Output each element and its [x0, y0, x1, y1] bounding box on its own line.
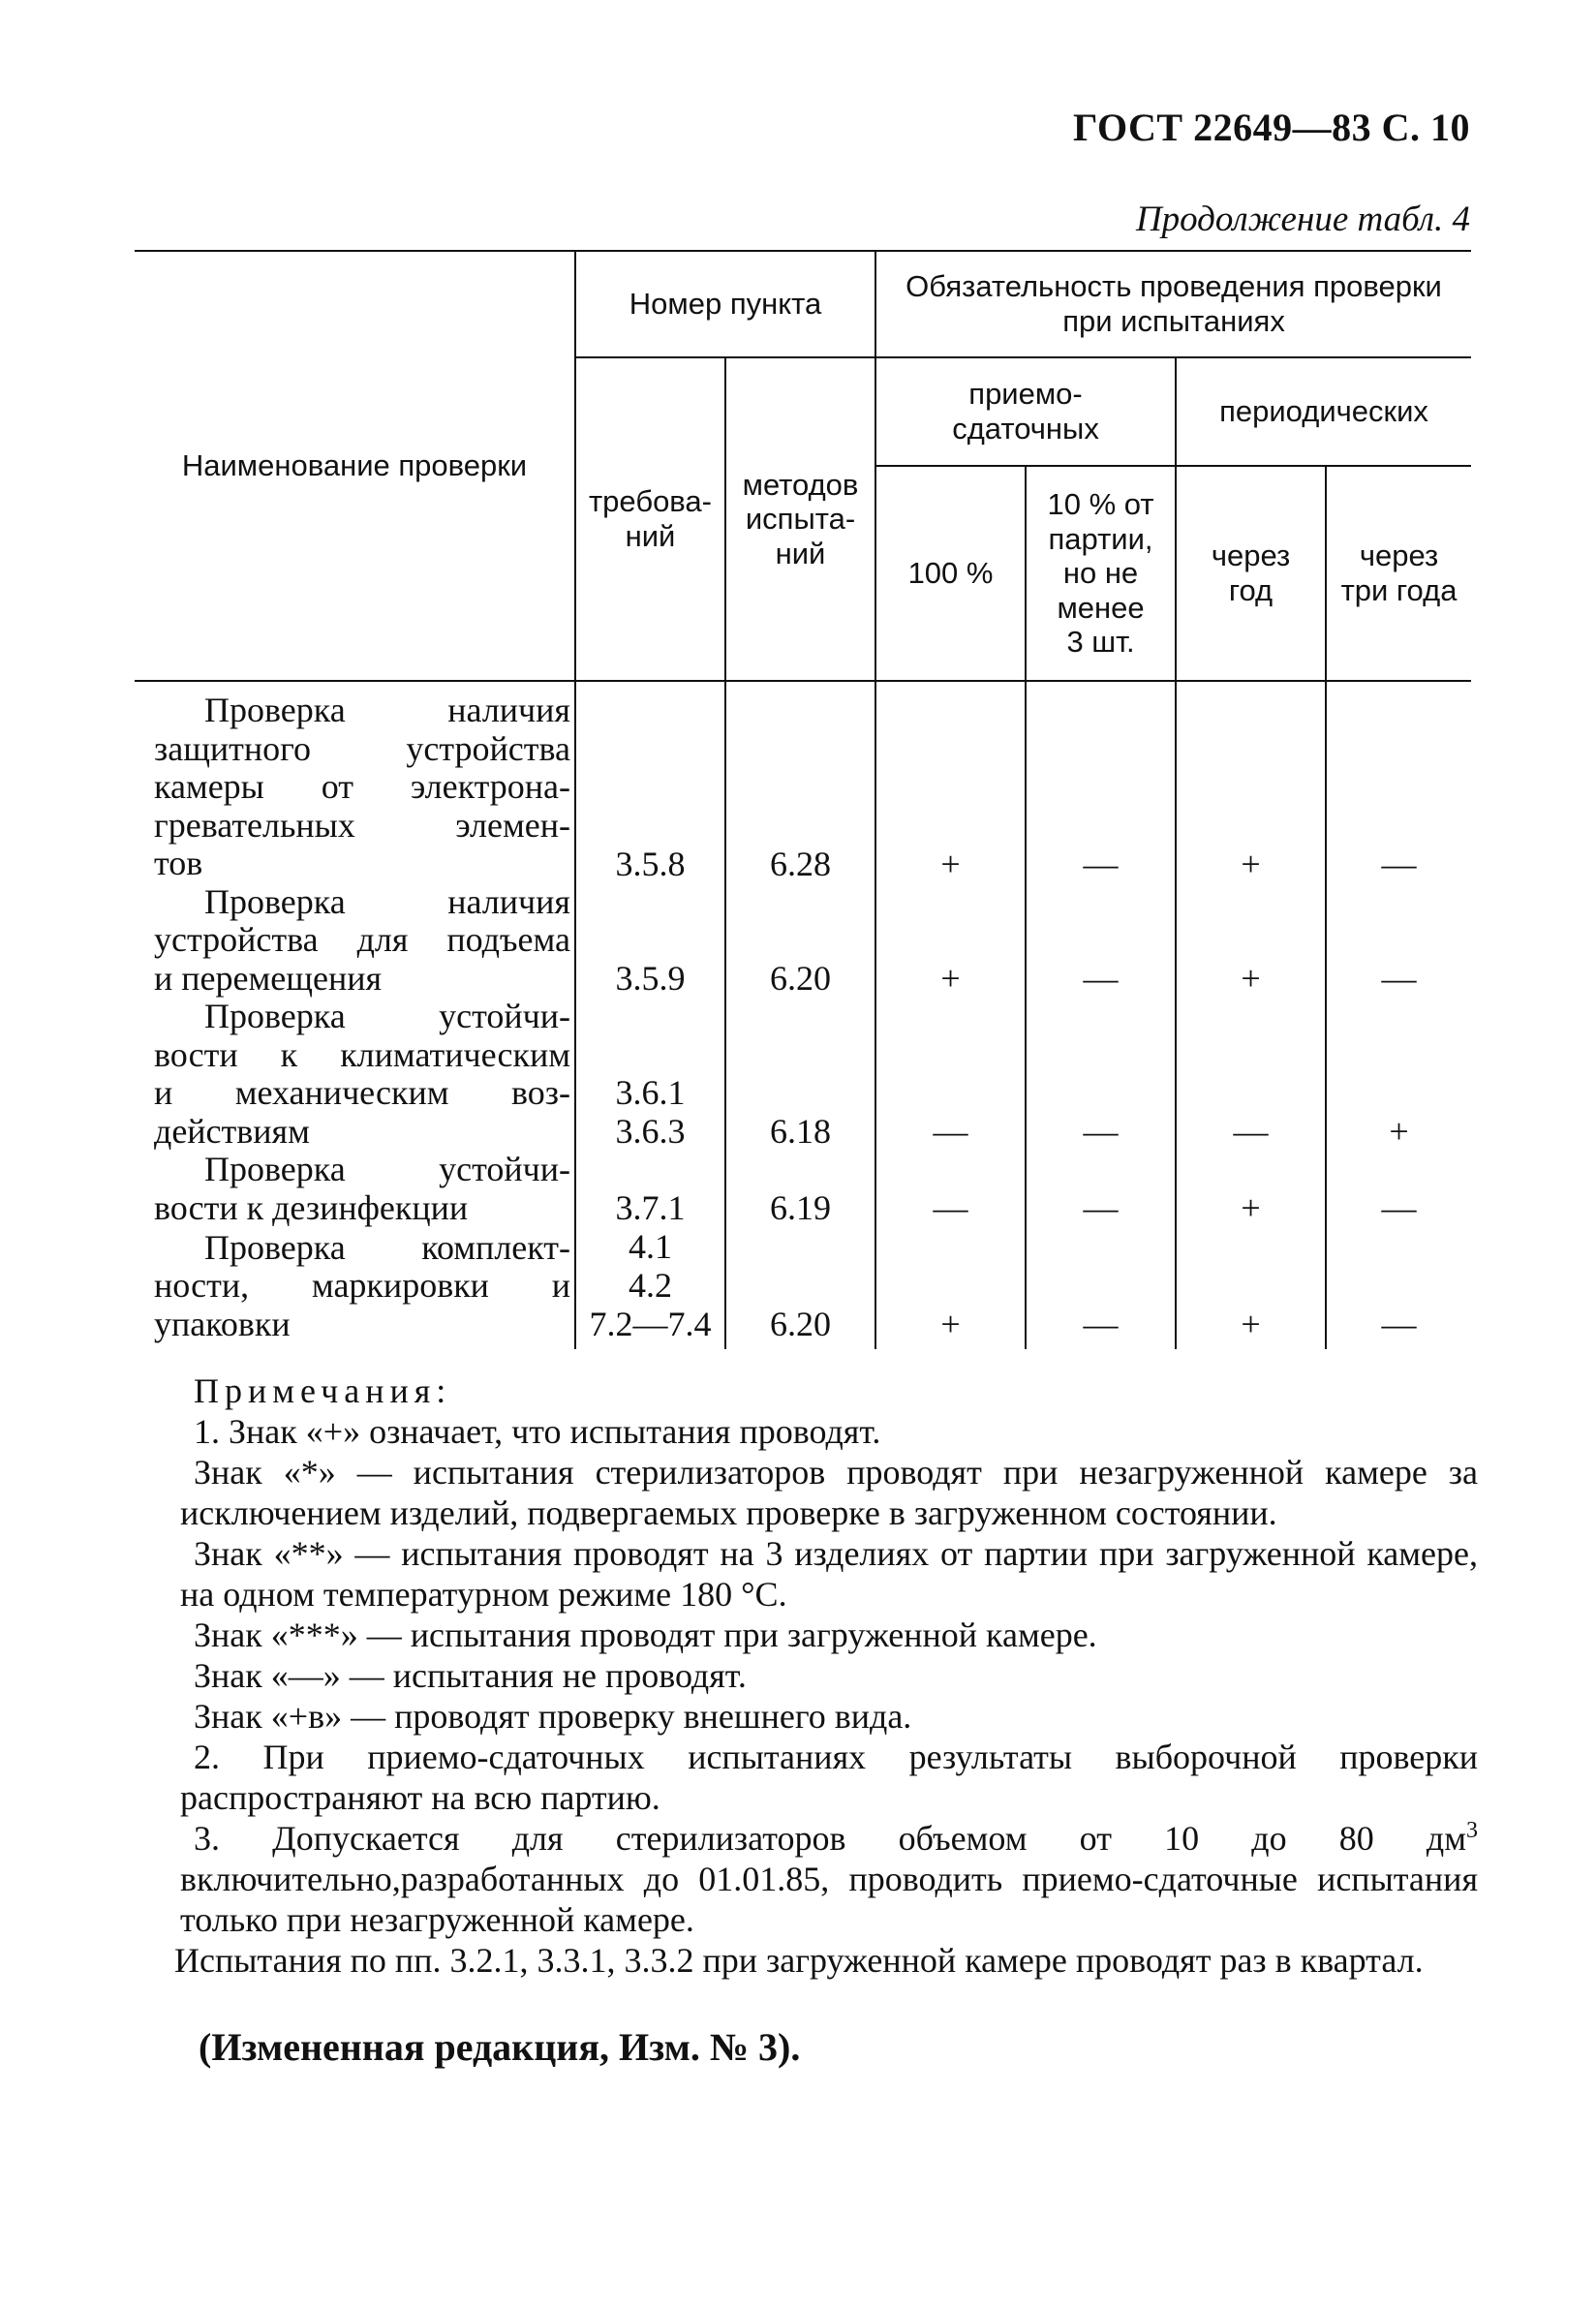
method-cell: 6.28 — [725, 681, 875, 883]
result-100pct: — — [875, 1151, 1026, 1227]
check-name — [135, 1151, 575, 1227]
check-name-line: гревательных элемен- — [154, 805, 570, 845]
result-year: + — [1176, 681, 1326, 883]
result-year: + — [1176, 1151, 1326, 1227]
note-4: Испытания по пп. 3.2.1, 3.3.1, 3.3.2 при загруженной камере проводят раз в квартал. — [174, 1941, 1424, 1980]
check-name — [135, 998, 575, 1151]
note-2: 2. При приемо-сдаточных испытаниях результаты выборочной проверки распространяют на всю партию. — [180, 1738, 1478, 1817]
check-name-line: ности, маркировки и — [154, 1266, 570, 1305]
note-double-star: Знак «**» — испытания проводят на 3 изделиях от партии при загруженной камере, на одном температурном режиме 180 °С. — [180, 1534, 1478, 1614]
col-header-number-group: Номер пункта — [575, 251, 875, 357]
check-name — [135, 883, 575, 999]
col-header-name: Наименование проверки — [135, 251, 575, 681]
table-row — [135, 681, 1471, 883]
requirement-cell: 3.7.1 — [575, 1151, 725, 1227]
result-three-years: + — [1326, 998, 1471, 1151]
check-name-line: вости к дезинфекции — [154, 1187, 469, 1227]
check-name-line: упаковки — [154, 1304, 291, 1343]
notes-title: Примечания: — [194, 1371, 452, 1410]
col-header-obligation-group: Обязательность проведения проверки при испытаниях — [875, 251, 1471, 357]
check-name — [135, 1227, 575, 1349]
check-name-line: и механическим воз- — [154, 1073, 570, 1112]
col-header-year: через год — [1176, 466, 1326, 681]
check-name-line: Проверка наличия — [204, 691, 570, 729]
result-three-years: — — [1326, 681, 1471, 883]
notes-section — [174, 1370, 1478, 1981]
check-name-line: Проверка комплект- — [204, 1227, 570, 1267]
check-name-line: вости к климатическим — [154, 1034, 570, 1074]
method-cell: 6.19 — [725, 1151, 875, 1227]
result-10pct: — — [1026, 1227, 1176, 1349]
check-name-line: Проверка устойчи- — [204, 997, 570, 1035]
result-100pct: + — [875, 1227, 1026, 1349]
checks-table — [135, 250, 1471, 1349]
check-name-line: действиям — [154, 1111, 310, 1151]
result-10pct: — — [1026, 998, 1176, 1151]
page-header: ГОСТ 22649—83 С. 10 — [1072, 106, 1470, 149]
check-name-line: устройства для подъема — [154, 920, 570, 959]
requirement-cell: 3.5.9 — [575, 883, 725, 999]
result-100pct: + — [875, 883, 1026, 999]
result-three-years: — — [1326, 1151, 1471, 1227]
col-header-three-years: через три года — [1326, 466, 1471, 681]
note-3: 3. Допускается для стерилизаторов объемом от 10 до 80 $дм^3$ включительно,разработанных до 01.01.85, проводить приемо-сдаточные испытания только при незагруженной камере. — [180, 1818, 1478, 1939]
col-header-requirements: требова- ний — [575, 357, 725, 681]
col-header-10pct: 10 % от партии, но не менее 3 шт. — [1026, 466, 1176, 681]
note-dash: Знак «—» — испытания не проводят. — [194, 1656, 747, 1695]
col-header-acceptance: приемо- сдаточных — [875, 357, 1176, 466]
check-name-line: Проверка наличия — [204, 881, 570, 921]
result-year: + — [1176, 883, 1326, 999]
result-100pct: — — [875, 998, 1026, 1151]
note-plus-v: Знак «+в» — проводят проверку внешнего вида. — [194, 1697, 912, 1736]
note-star: Знак «*» — испытания стерилизаторов проводят при незагруженной камере за исключением изделий, подвергаемых проверке в загруженном состоянии. — [180, 1453, 1478, 1532]
note-1: 1. Знак «+» означает, что испытания проводят. — [194, 1412, 881, 1451]
table-row — [135, 998, 1471, 1151]
table-row — [135, 1151, 1471, 1227]
result-10pct: — — [1026, 883, 1176, 999]
col-header-100pct: 100 % — [875, 466, 1026, 681]
method-cell: 6.20 — [725, 1227, 875, 1349]
result-year: — — [1176, 998, 1326, 1151]
result-10pct: — — [1026, 681, 1176, 883]
edition-note: (Измененная редакция, Изм. № 3). — [199, 2025, 801, 2069]
table-row — [135, 1227, 1471, 1349]
check-name-line: Проверка устойчи- — [204, 1150, 570, 1188]
check-name-line: и перемещения — [154, 958, 383, 998]
table-continuation-label: Продолжение табл. 4 — [1135, 200, 1470, 239]
col-header-methods: методов испыта- ний — [725, 357, 875, 681]
note-triple-star: Знак «***» — испытания проводят при загруженной камере. — [194, 1616, 1097, 1654]
result-10pct: — — [1026, 1151, 1176, 1227]
method-cell: 6.18 — [725, 998, 875, 1151]
check-name — [135, 681, 575, 883]
method-cell: 6.20 — [725, 883, 875, 999]
result-100pct: + — [875, 681, 1026, 883]
table-row — [135, 883, 1471, 999]
check-name-line: тов — [154, 844, 203, 882]
requirement-cell: 4.1 4.2 7.2—7.4 — [575, 1227, 725, 1349]
result-three-years: — — [1326, 1227, 1471, 1349]
check-name-line: защитного устройства — [154, 728, 570, 768]
requirement-cell: 3.5.8 — [575, 681, 725, 883]
result-year: + — [1176, 1227, 1326, 1349]
requirement-cell: 3.6.1 3.6.3 — [575, 998, 725, 1151]
col-header-periodic: периодических — [1176, 357, 1471, 466]
result-three-years: — — [1326, 883, 1471, 999]
check-name-line: камеры от электрона- — [154, 767, 570, 806]
